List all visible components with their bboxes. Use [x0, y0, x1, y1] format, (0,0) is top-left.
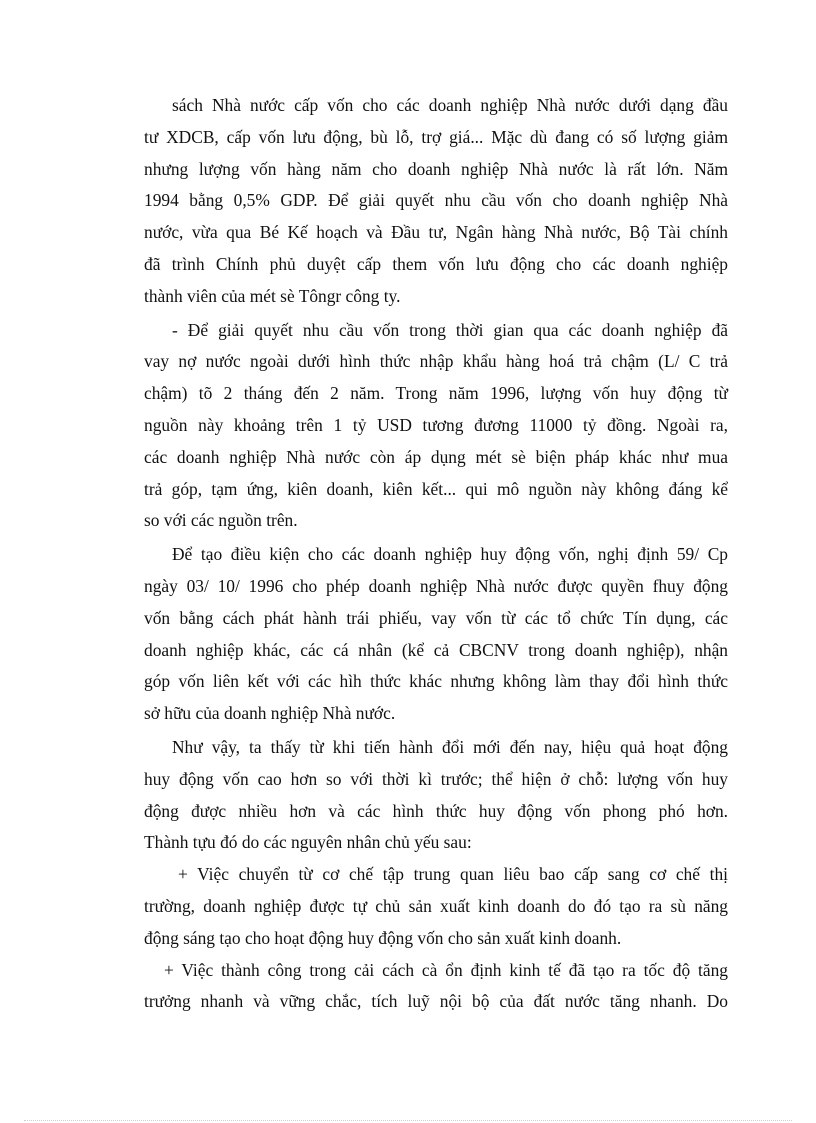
- text-line: trưởng nhanh và vững chắc, tích luỹ nội bộ của đất nước tăng nhanh. Do: [144, 991, 728, 1012]
- paragraph-summary: [144, 732, 728, 859]
- text-line: huy động vốn cao hơn so với thời kì trước; thể hiện ở chỗ: lượng vốn huy: [144, 768, 728, 789]
- text-line: đã trình Chính phủ duyệt cấp them vốn lưu động cho các doanh nghiệp: [144, 253, 728, 274]
- text-line: các doanh nghiệp Nhà nước còn áp dụng mét sè biện pháp khác như mua: [144, 446, 728, 467]
- text-line: nguồn này khoảng trên 1 tỷ USD tương đương 11000 tỷ đồng. Ngoài ra,: [144, 414, 728, 435]
- text-line: động sáng tạo cho hoạt động huy động vốn cho sản xuất kinh doanh.: [144, 927, 622, 948]
- text-line: ngày 03/ 10/ 1996 cho phép doanh nghiệp Nhà nước được quyền fhuy động: [144, 575, 728, 596]
- paragraph-state-budget: [144, 90, 728, 313]
- text-line: so với các nguồn trên.: [144, 510, 298, 531]
- text-line: Như vậy, ta thấy từ khi tiến hành đổi mới đến nay, hiệu quả hoạt động: [172, 736, 728, 757]
- text-line: 1994 bằng 0,5% GDP. Để giải quyết nhu cầu vốn cho doanh nghiệp Nhà: [144, 190, 728, 211]
- document-body: [144, 90, 728, 1018]
- text-line: nước, vừa qua Bé Kế hoạch và Đầu tư, Ngân hàng Nhà nước, Bộ Tài chính: [144, 222, 728, 243]
- text-line: trả góp, tạm ứng, kiên doanh, kiên kết... qui mô nguồn này không đáng kể: [144, 478, 728, 499]
- paragraph-reason-market-mechanism: [144, 859, 728, 954]
- text-line: Thành tựu đó do các nguyên nhân chủ yếu sau:: [144, 832, 472, 853]
- text-line: động được nhiều hơn và các hình thức huy động vốn phong phó hơn.: [144, 800, 728, 821]
- text-line: sở hữu của doanh nghiệp Nhà nước.: [144, 703, 396, 724]
- text-line: sách Nhà nước cấp vốn cho các doanh nghiệp Nhà nước dưới dạng đầu: [172, 95, 728, 115]
- text-line: vốn bằng cách phát hành trái phiếu, vay vốn từ các tổ chức Tín dụng, các: [144, 607, 728, 628]
- text-line: thành viên của mét sè Tôngr công ty.: [144, 285, 401, 306]
- paragraph-foreign-loans: [144, 315, 728, 538]
- text-line: - Để giải quyết nhu cầu vốn trong thời gian qua các doanh nghiệp đã: [172, 319, 728, 340]
- text-line: trường, doanh nghiệp được tự chủ sản xuất kinh doanh do đó tạo ra sù năng: [144, 895, 728, 916]
- text-line: tư XDCB, cấp vốn lưu động, bù lỗ, trợ giá... Mặc dù đang có số lượng giảm: [144, 126, 728, 147]
- paragraph-reason-economic-reform: [144, 955, 728, 1019]
- text-line: + Việc thành công trong cải cách cà ổn định kinh tế đã tạo ra tốc độ tăng: [164, 959, 728, 980]
- text-line: vay nợ nước ngoài dưới hình thức nhập khẩu hàng hoá trả chậm (L/ C trả: [144, 351, 728, 372]
- text-line: góp vốn liên kết với các hìh thức khác nhưng không làm thay đổi hình thức: [144, 671, 728, 692]
- paragraph-decree-59: [144, 539, 728, 730]
- text-line: + Việc chuyển từ cơ chế tập trung quan liêu bao cấp sang cơ chế thị: [178, 864, 728, 885]
- text-line: doanh nghiệp khác, các cá nhân (kể cả CBCNV trong doanh nghiệp), nhận: [144, 639, 728, 660]
- text-line: Để tạo điều kiện cho các doanh nghiệp huy động vốn, nghị định 59/ Cp: [172, 544, 728, 565]
- text-line: chậm) tõ 2 tháng đến 2 năm. Trong năm 1996, lượng vốn huy động từ: [144, 383, 728, 404]
- text-line: nhưng lượng vốn hàng năm cho doanh nghiệp Nhà nước là rất lớn. Năm: [144, 158, 728, 179]
- page-bottom-divider: [24, 1120, 792, 1121]
